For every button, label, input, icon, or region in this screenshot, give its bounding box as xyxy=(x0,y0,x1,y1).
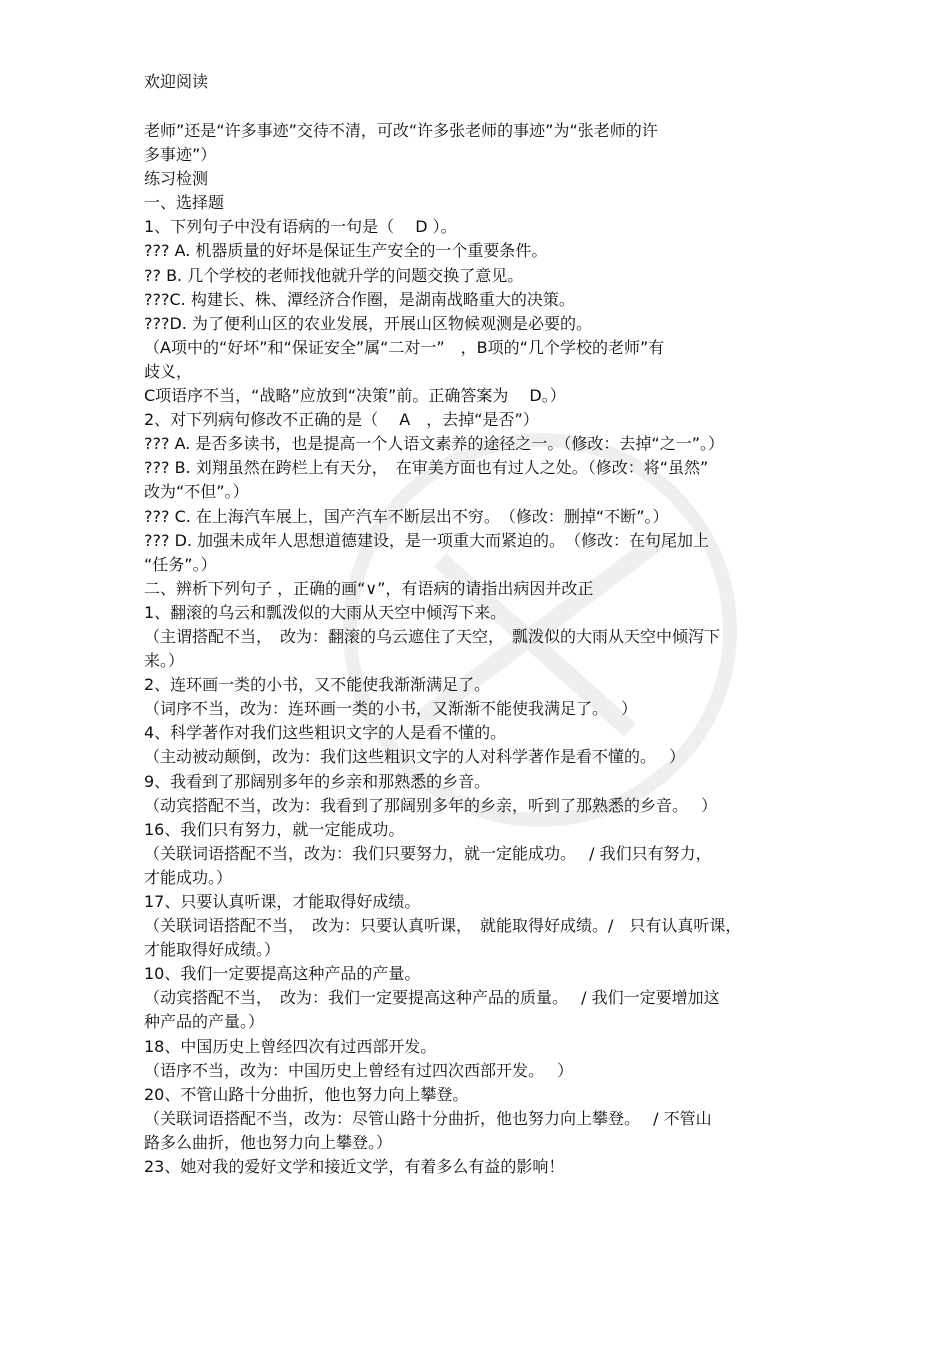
text-line: （主动被动颠倒，改为：我们这些粗识文字的人对科学著作是看不懂的。 ） xyxy=(144,747,686,767)
document-body xyxy=(144,119,809,1179)
text-line: 1、下列句子中没有语病的一句是（ D ）。 xyxy=(144,217,457,237)
text-line: （动宾搭配不当， 改为：我们一定要提高这种产品的质量。 / 我们一定要增加这 xyxy=(144,988,720,1008)
text-line: 老师”还是“许多事迹”交待不清，可改“许多张老师的事迹”为“张老师的许 xyxy=(144,121,658,140)
text-line: 路多么曲折，他也努力向上攀登。） xyxy=(144,1132,393,1152)
text-line: “任务”。） xyxy=(144,554,217,574)
text-line: ???D. 为了便利山区的农业发展，开展山区物候观测是必要的。 xyxy=(144,313,592,333)
text-line: 1、翻滚的乌云和瓢泼似的大雨从天空中倾泻下来。 xyxy=(144,602,507,622)
text-line: ??? B. 刘翔虽然在跨栏上有天分， 在审美方面也有过人之处。（修改：将“虽然” xyxy=(144,458,709,478)
text-line: ???C. 构建长、株、潭经济合作圈，是湖南战略重大的决策。 xyxy=(144,289,575,309)
text-line: 才能成功。） xyxy=(144,867,233,887)
text-line: ??? D. 加强未成年人思想道德建设，是一项重大而紧迫的。 （修改：在句尾加上 xyxy=(144,530,710,550)
text-line: 2、连环画一类的小书，又不能使我渐渐满足了。 xyxy=(144,675,491,695)
text-line: 种产品的产量。） xyxy=(144,1012,265,1032)
text-line: （主谓搭配不当， 改为：翻滚的乌云遮住了天空， 瓢泼似的大雨从天空中倾泻下 xyxy=(144,626,721,646)
text-line: ?? B. 几个学校的老师找他就升学的问题交换了意见。 xyxy=(144,265,524,285)
text-line: （词序不当，改为：连环画一类的小书，又渐渐不能使我满足了。 ） xyxy=(144,699,638,719)
text-line: 来。） xyxy=(144,651,185,671)
text-line: 才能取得好成绩。） xyxy=(144,940,281,960)
text-line: （关联词语搭配不当， 改为：只要认真听课， 就能取得好成绩。/ 只有认真听课， xyxy=(144,916,742,936)
text-line: 一、选择题 xyxy=(144,193,225,213)
text-line: 4、科学著作对我们这些粗识文字的人是看不懂的。 xyxy=(144,723,507,743)
text-line: （A项中的“好坏”和“保证安全”属“二对一” ，B项的“几个学校的老师”有 xyxy=(144,337,665,357)
text-line: 歧义， xyxy=(144,361,193,381)
text-line: 9、我看到了那阔别多年的乡亲和那熟悉的乡音。 xyxy=(144,771,491,791)
text-line: 改为“不但”。） xyxy=(144,482,249,502)
text-line: ??? A. 是否多读书，也是提高一个人语文素养的途径之一。（修改：去掉“之一”。） xyxy=(144,434,724,454)
text-line: 16、我们只有努力，就一定能成功。 xyxy=(144,819,405,839)
text-line: 2、对下列病句修改不正确的是（ A ，去掉“是否”） xyxy=(144,410,539,430)
text-line: 17、只要认真听课，才能取得好成绩。 xyxy=(144,892,421,911)
text-line: 练习检测 xyxy=(144,169,209,189)
text-line: （语序不当，改为：中国历史上曾经有过四次西部开发。 ） xyxy=(144,1060,574,1080)
text-line: ??? A. 机器质量的好坏是保证生产安全的一个重要条件。 xyxy=(144,241,548,261)
text-line: 23、她对我的爱好文学和接近文学，有着多么有益的影响！ xyxy=(144,1157,565,1177)
text-line: 多事迹”） xyxy=(144,145,217,165)
text-line: （关联词语搭配不当，改为：尽管山路十分曲折，他也努力向上攀登。 / 不管山 xyxy=(144,1108,712,1128)
page-header: 欢迎阅读 xyxy=(144,72,209,91)
text-line: （动宾搭配不当，改为：我看到了那阔别多年的乡亲，听到了那熟悉的乡音。 ） xyxy=(144,795,718,815)
text-line: C项语序不当，“战略”应放到“决策”前。正确答案为 D。） xyxy=(144,386,566,406)
text-line: 20、不管山路十分曲折，他也努力向上攀登。 xyxy=(144,1084,469,1104)
text-line: 10、我们一定要提高这种产品的产量。 xyxy=(144,964,421,984)
text-line: 二、辨析下列句子 ，正确的画“∨”，有语病的请指出病因并改正 xyxy=(144,578,594,598)
text-line: （关联词语搭配不当，改为：我们只要努力，就一定能成功。 / 我们只有努力， xyxy=(144,843,712,863)
text-line: ??? C. 在上海汽车展上，国产汽车不断层出不穷。 （修改：删掉“不断”。） xyxy=(144,506,669,526)
text-line: 18、中国历史上曾经四次有过西部开发。 xyxy=(144,1036,437,1056)
